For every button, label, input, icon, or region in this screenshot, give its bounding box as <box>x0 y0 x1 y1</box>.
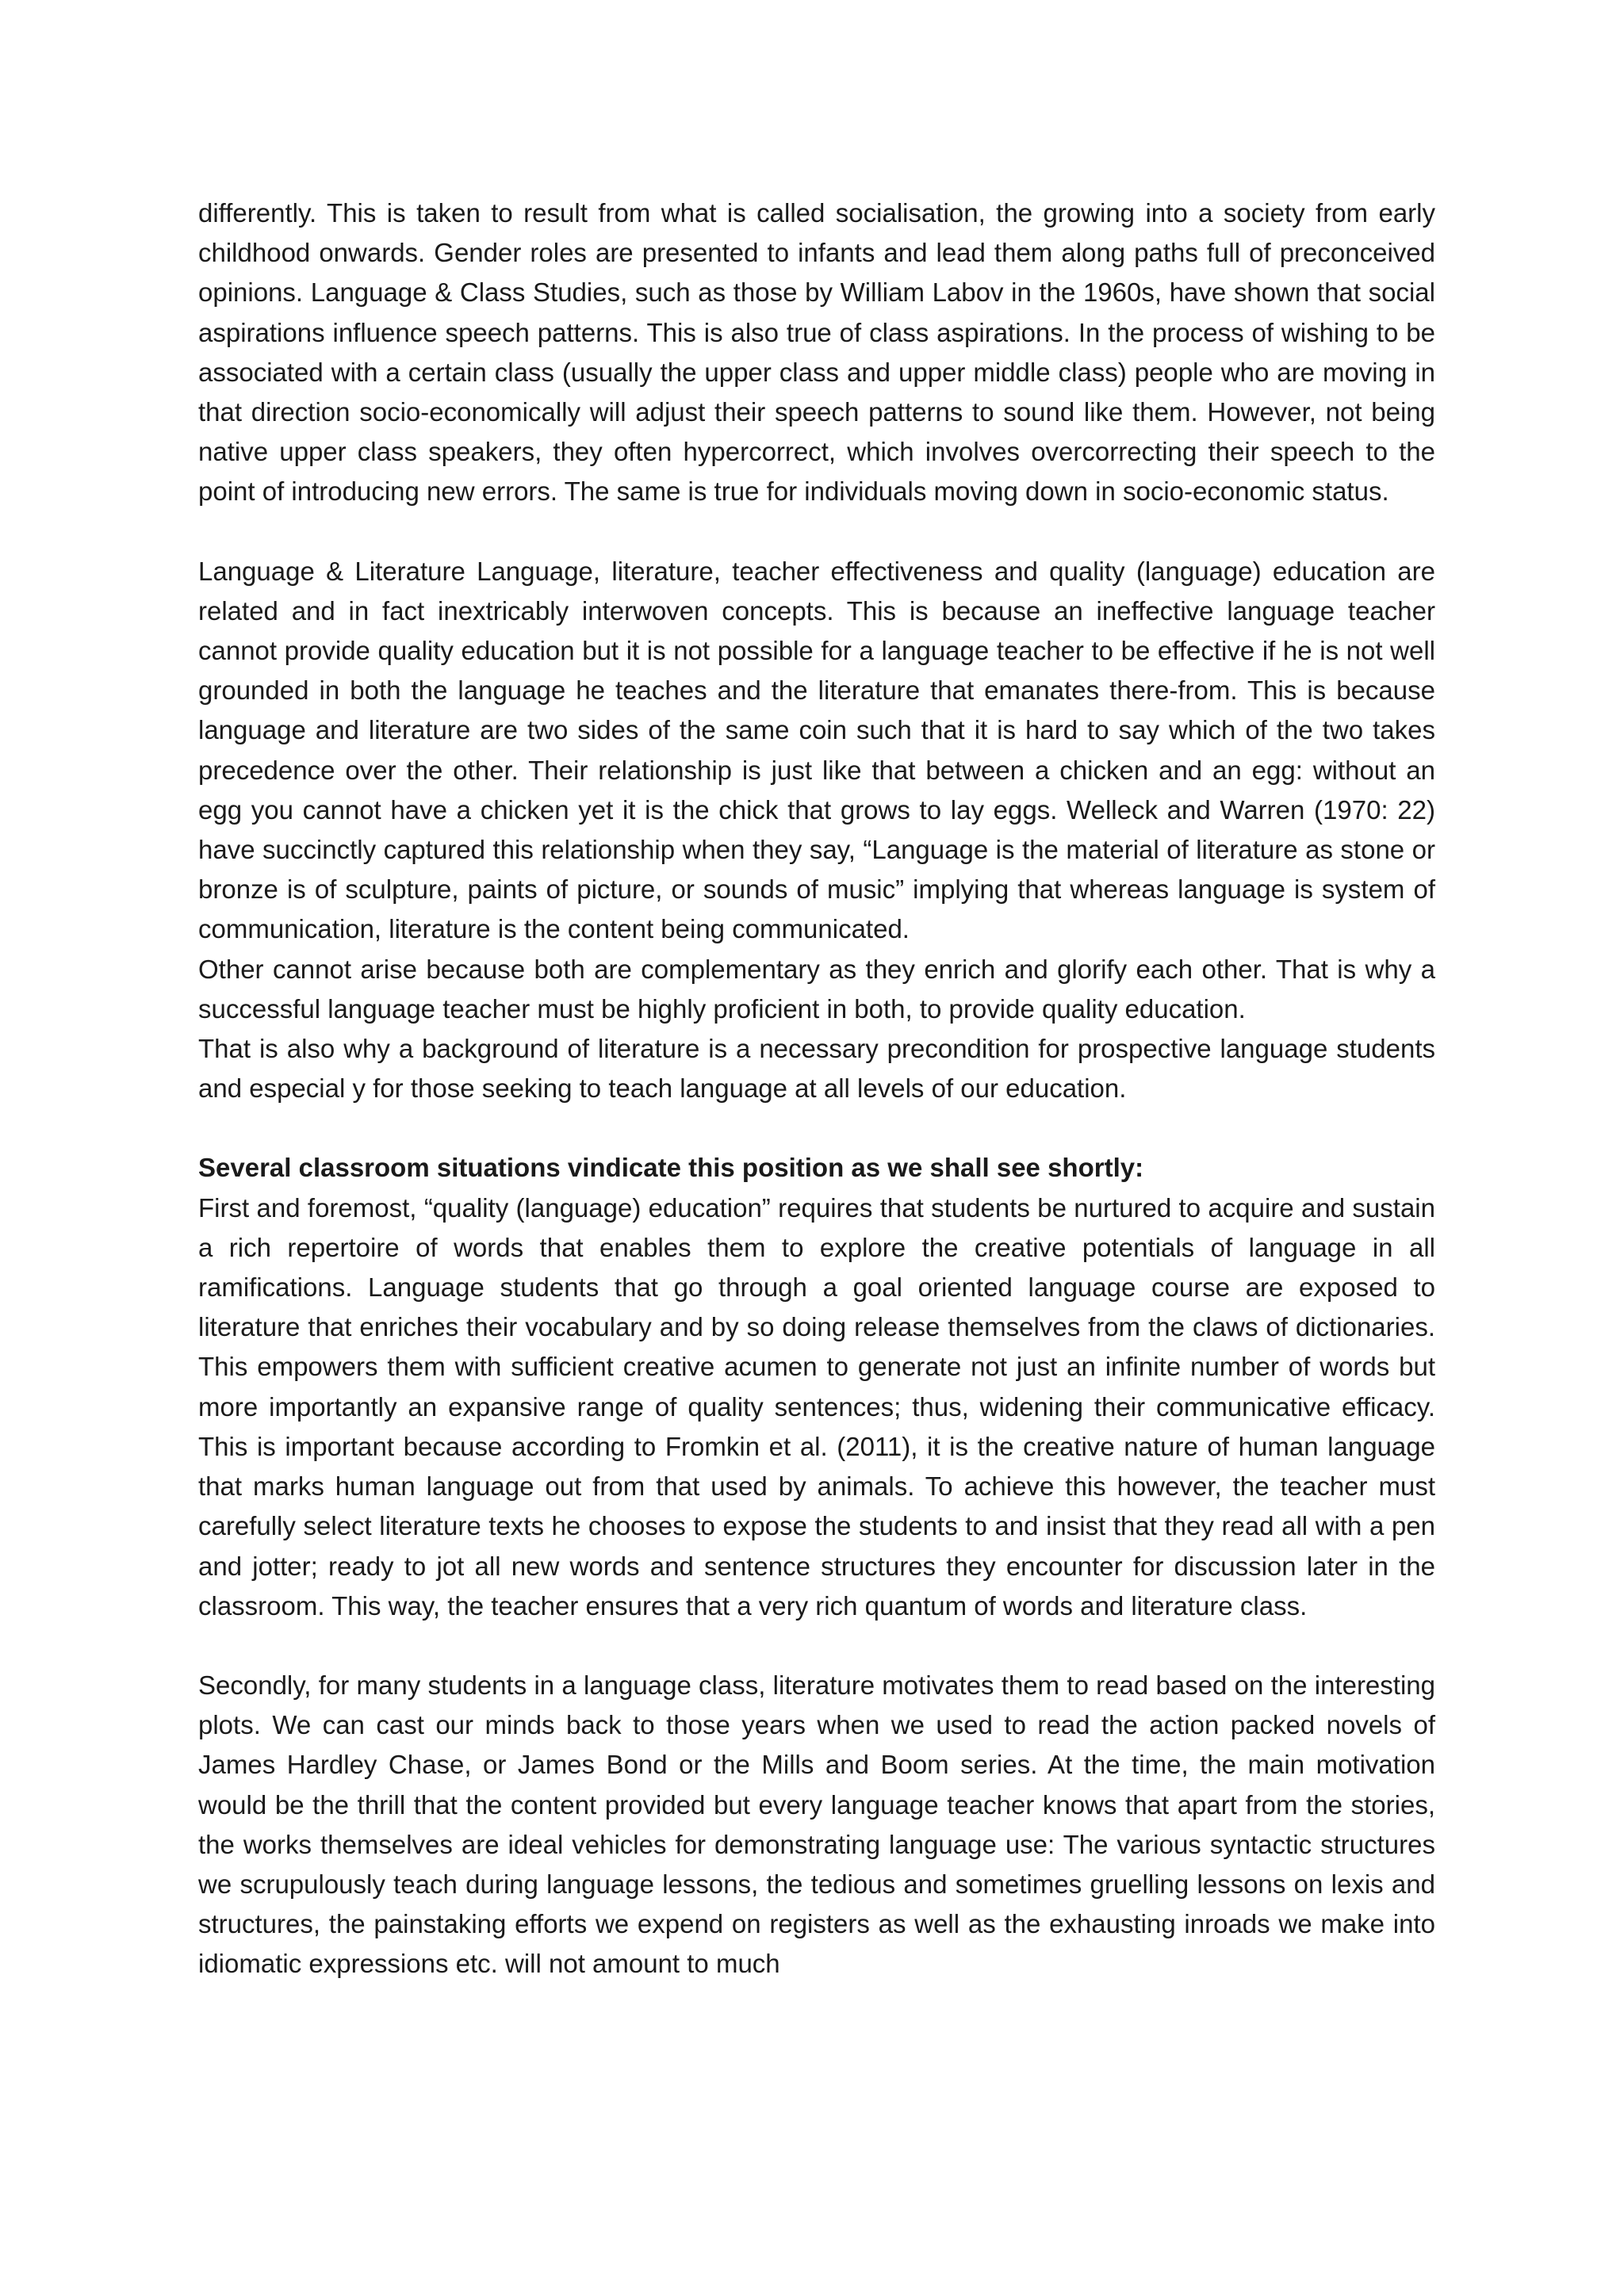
paragraph-secondly: Secondly, for many students in a language class, literature motivates them to read based on the interesting plots. We can cast our minds back to those years when we used to read the action packed novels of James Hardley Chase, or James Bond or the Mills and Boom series. At the time, the main motivation would be the thrill that the content provided but every language teacher knows that apart from the stories, the works themselves are ideal vehicles for demonstrating language use: The various syntactic structures we scrupulously teach during language lessons, the tedious and sometimes gruelling lessons on lexis and structures, the painstaking efforts we expend on registers as well as the exhausting inroads we make into idiomatic expressions etc. will not amount to much <box>198 1670 1435 1979</box>
document-page <box>198 193 1435 1984</box>
paragraph-first-foremost: First and foremost, “quality (language) education” requires that students be nurtured to acquire and sustain a rich repertoire of words that enables them to explore the creative potentials of language in all ramifications. Language students that go through a goal oriented language course are exposed to literature that enriches their vocabulary and by so doing release themselves from the claws of dictionaries. This empowers them with sufficient creative acumen to generate not just an infinite number of words but more importantly an expansive range of quality sentences; thus, widening their communicative efficacy. This is important because according to Fromkin et al. (2011), it is the creative nature of human language that marks human language out from that used by animals. To achieve this however, the teacher must carefully select literature texts he chooses to expose the students to and insist that they read all with a pen and jotter; ready to jot all new words and sentence structures they encounter for discussion later in the classroom. This way, the teacher ensures that a very rich quantum of words and literature class. <box>198 1192 1435 1621</box>
paragraph-complementary: Other cannot arise because both are complementary as they enrich and glorify each other. That is why a successful language teacher must be highly proficient in both, to provide quality education. <box>198 954 1435 1024</box>
section-heading: Several classroom situations vindicate this position as we shall see shortly: <box>198 1153 1144 1183</box>
paragraph-spacer <box>198 512 1435 552</box>
paragraph-socialisation: differently. This is taken to result from what is called socialisation, the growing into a society from early childhood onwards. Gender roles are presented to infants and lead them along paths full of preconceived opinions. Language & Class Studies, such as those by William Labov in the 1960s, have shown that social aspirations influence speech patterns. This is also true of class aspirations. In the process of wishing to be associated with a certain class (usually the upper class and upper middle class) people who are moving in that direction socio-economically will adjust their speech patterns to sound like them. However, not being native upper class speakers, they often hypercorrect, which involves overcorrecting their speech to the point of introducing new errors. The same is true for individuals moving down in socio-economic status. <box>198 198 1435 507</box>
paragraph-spacer <box>198 1108 1435 1148</box>
paragraph-language-literature: Language & Literature Language, literature, teacher effectiveness and quality (language) education are related and in fact inextricably interwoven concepts. This is because an ineffective language teacher cannot provide quality education but it is not possible for a language teacher to be effective if he is not well grounded in both the language he teaches and the literature that emanates there-from. This is because language and literature are two sides of the same coin such that it is hard to say which of the two takes precedence over the other. Their relationship is just like that between a chicken and an egg: without an egg you cannot have a chicken yet it is the chick that grows to lay eggs. Welleck and Warren (1970: 22) have succinctly captured this relationship when they say, “Language is the material of literature as stone or bronze is of sculpture, paints of picture, or sounds of music” implying that whereas language is system of communication, literature is the content being communicated. <box>198 556 1435 944</box>
paragraph-background-literature: That is also why a background of literature is a necessary precondition for prospective language students and especial y for those seeking to teach language at all levels of our education. <box>198 1034 1435 1104</box>
paragraph-spacer <box>198 1626 1435 1666</box>
